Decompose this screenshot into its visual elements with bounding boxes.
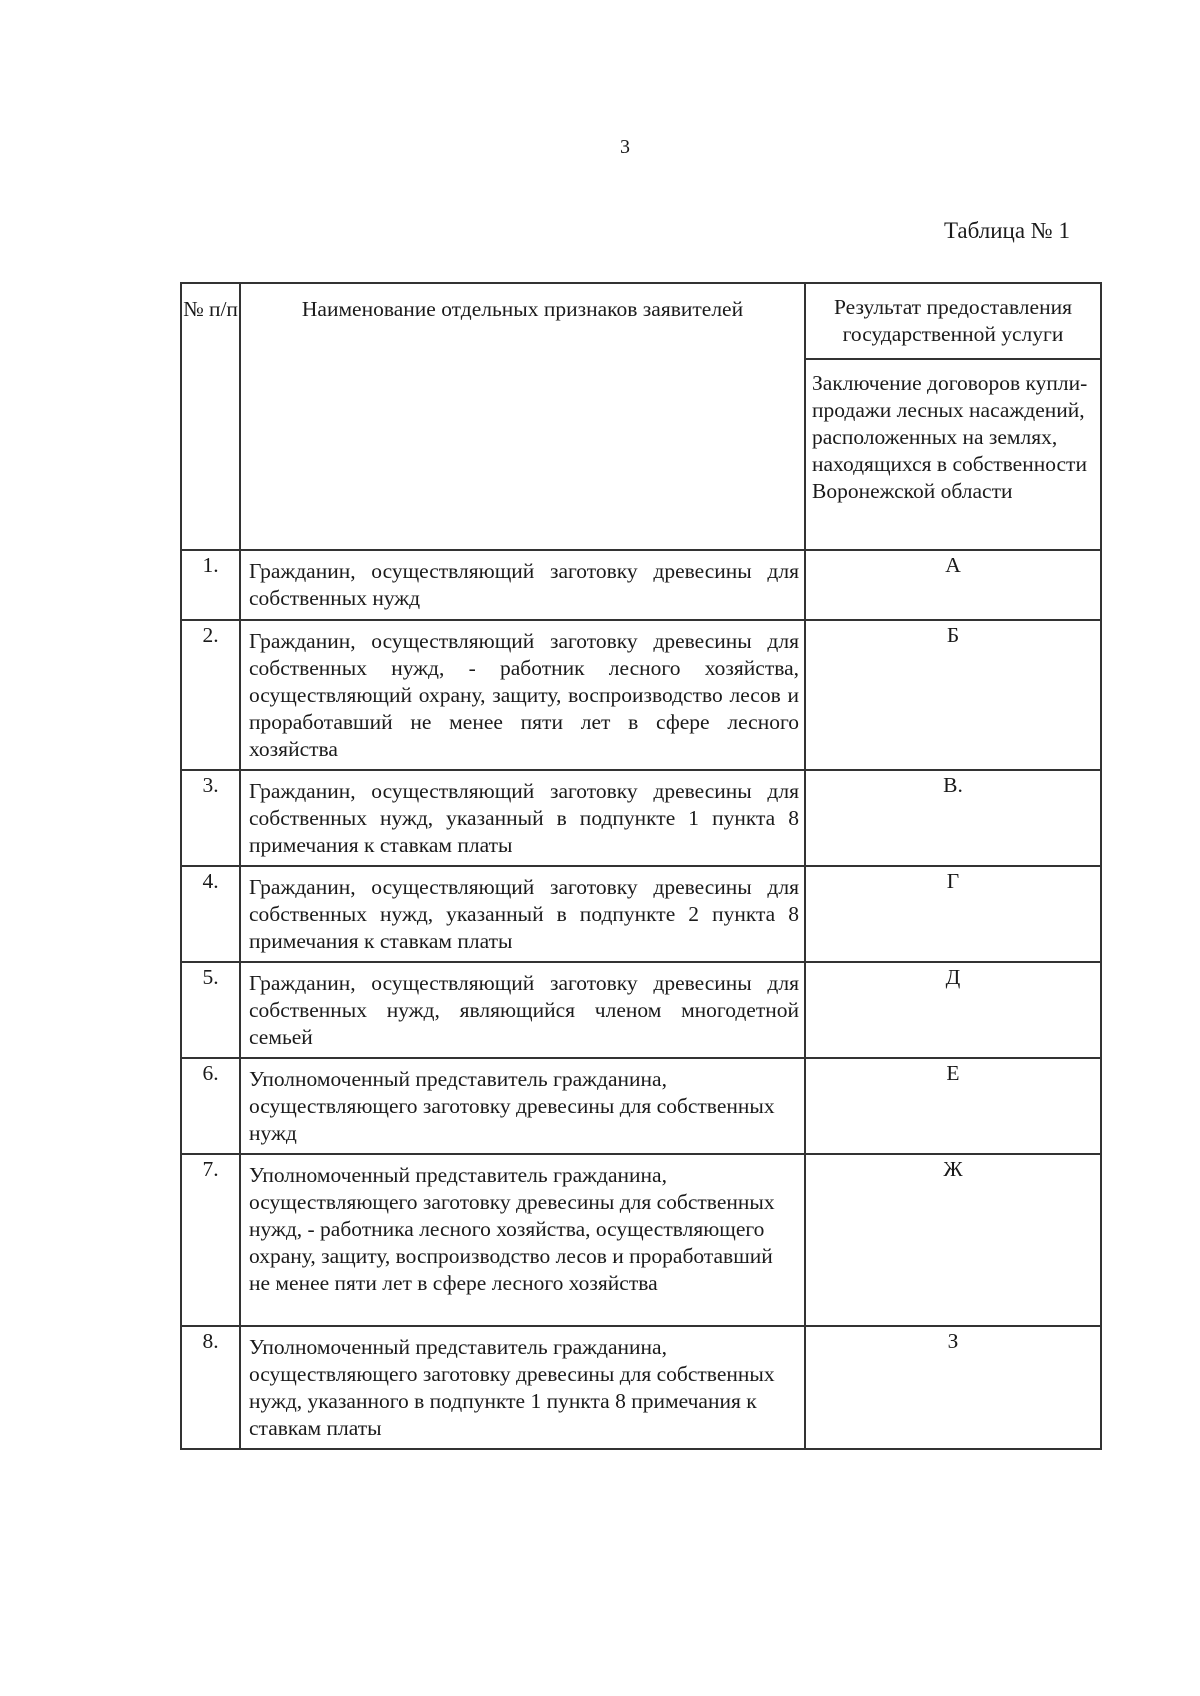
row-description: Гражданин, осуществляющий заготовку древесины для собственных нужд, указанный в подпункте 1 пункта 8 примечания к ставкам платы xyxy=(240,770,805,866)
row-result: З xyxy=(805,1326,1101,1449)
table-row xyxy=(181,620,1101,770)
row-result: Г xyxy=(805,866,1101,962)
table-caption: Таблица № 1 xyxy=(943,218,1070,243)
row-number: 2. xyxy=(181,620,240,770)
header-number: № п/п xyxy=(181,283,240,550)
row-result: Д xyxy=(805,962,1101,1058)
row-result: А xyxy=(805,550,1101,620)
row-number: 8. xyxy=(181,1326,240,1449)
table-row xyxy=(181,770,1101,866)
row-description: Уполномоченный представитель гражданина, осуществляющего заготовку древесины для собственных нужд xyxy=(240,1058,805,1154)
row-number: 3. xyxy=(181,770,240,866)
page-number: 3 xyxy=(620,136,630,158)
row-number: 1. xyxy=(181,550,240,620)
row-number: 6. xyxy=(181,1058,240,1154)
table-row xyxy=(181,1326,1101,1449)
header-result-subtitle: Заключение договоров купли-продажи лесных насаждений, расположенных на землях, находящихся в собственности Воронежской области xyxy=(805,359,1101,550)
header-result: Результат предоставления государственной услуги xyxy=(805,283,1101,359)
row-description: Гражданин, осуществляющий заготовку древесины для собственных нужд xyxy=(240,550,805,620)
table-row xyxy=(181,550,1101,620)
applicant-table xyxy=(180,282,1102,1450)
row-description: Гражданин, осуществляющий заготовку древесины для собственных нужд, являющийся членом многодетной семьей xyxy=(240,962,805,1058)
row-result: Ж xyxy=(805,1154,1101,1326)
row-result: Е xyxy=(805,1058,1101,1154)
table-row xyxy=(181,962,1101,1058)
row-description: Уполномоченный представитель гражданина, осуществляющего заготовку древесины для собственных нужд, указанного в подпункте 1 пункта 8 примечания к ставкам платы xyxy=(240,1326,805,1449)
table-row xyxy=(181,1154,1101,1326)
row-number: 5. xyxy=(181,962,240,1058)
header-name: Наименование отдельных признаков заявителей xyxy=(240,283,805,550)
row-description: Гражданин, осуществляющий заготовку древесины для собственных нужд, указанный в подпункте 2 пункта 8 примечания к ставкам платы xyxy=(240,866,805,962)
row-number: 4. xyxy=(181,866,240,962)
table-row xyxy=(181,1058,1101,1154)
row-result: В. xyxy=(805,770,1101,866)
row-number: 7. xyxy=(181,1154,240,1326)
row-description: Гражданин, осуществляющий заготовку древесины для собственных нужд, - работник лесного хозяйства, осуществляющий охрану, защиту, воспроизводство лесов и проработавший не менее пяти лет в сфере лесного хозяйства xyxy=(240,620,805,770)
table-row xyxy=(181,866,1101,962)
row-description: Уполномоченный представитель гражданина, осуществляющего заготовку древесины для собственных нужд, - работника лесного хозяйства, осуществляющего охрану, защиту, воспроизводство лесов и проработавший не менее пяти лет в сфере лесного хозяйства xyxy=(240,1154,805,1326)
row-result: Б xyxy=(805,620,1101,770)
